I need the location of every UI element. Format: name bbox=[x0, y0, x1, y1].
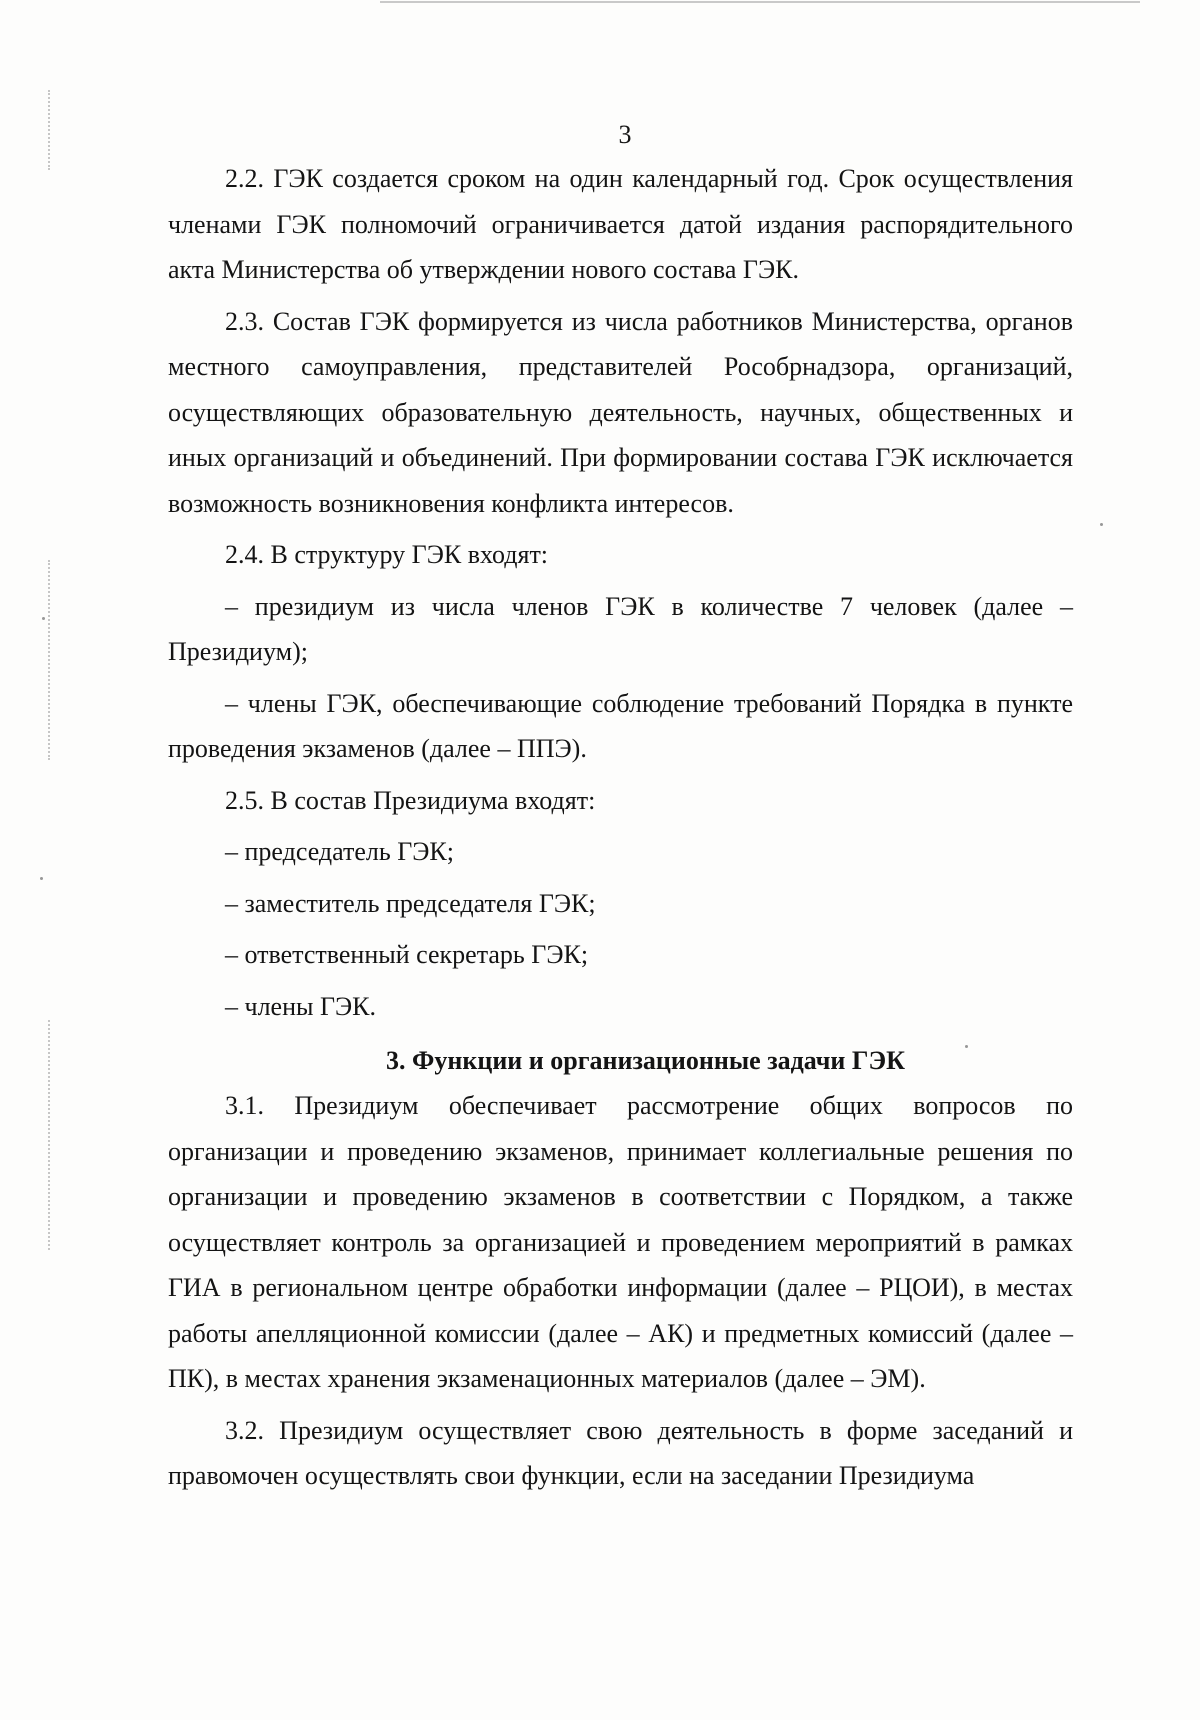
scan-margin-marks bbox=[48, 560, 64, 760]
list-item: – председатель ГЭК; bbox=[225, 837, 454, 866]
paragraph-3-1: 3.1. Президиум обеспечивает рассмотрение общих вопросов по организации и проведению экзаменов, принимает коллегиальные решения по организации и проведению экзаменов в соответствии с Порядком, а также осуществляет контроль за организацией и проведением мероприятий в рамках ГИА в региональном центре обработки информации (далее – РЦОИ), в местах работы апелляционной комиссии (далее – АК) и предметных комиссий (далее – ПК), в местах хранения экзаменационных материалов (далее – ЭМ). bbox=[168, 1091, 1073, 1393]
page-number: 3 bbox=[618, 120, 632, 149]
scan-edge-line bbox=[380, 1, 1140, 3]
list-item: – заместитель председателя ГЭК; bbox=[225, 888, 596, 918]
list-item-presidium: – президиум из числа членов ГЭК в количестве 7 человек (далее – Президиум); bbox=[168, 591, 1073, 666]
paragraph-2-2: 2.2. ГЭК создается сроком на один календарный год. Срок осуществления членами ГЭК полномочий ограничивается датой издания распорядительного акта Министерства об утверждении нового состава ГЭК. bbox=[168, 164, 1073, 284]
section-heading: 3. Функции и организационные задачи ГЭК bbox=[386, 1046, 905, 1075]
scan-speck bbox=[40, 877, 43, 880]
scan-speck bbox=[42, 617, 45, 620]
paragraph-3-2: 3.2. Президиум осуществляет свою деятельность в форме заседаний и правомочен осуществлять свои функции, если на заседании Президиума bbox=[168, 1415, 1073, 1490]
paragraph-2-3: 2.3. Состав ГЭК формируется из числа работников Министерства, органов местного самоуправления, представителей Рособрнадзора, организаций, осуществляющих образовательную деятельность, научных, общественных и иных организаций и объединений. При формировании состава ГЭК исключается возможность возникновения конфликта интересов. bbox=[168, 306, 1073, 518]
document-body bbox=[168, 156, 1073, 1499]
scan-speck bbox=[1100, 523, 1103, 526]
scan-margin-marks bbox=[48, 1020, 64, 1250]
list-item: – члены ГЭК. bbox=[225, 991, 377, 1021]
paragraph-2-5: 2.5. В состав Президиума входят: bbox=[225, 785, 596, 815]
list-item-members-ppe: – члены ГЭК, обеспечивающие соблюдение требований Порядка в пункте проведения экзаменов (далее – ППЭ). bbox=[168, 688, 1073, 763]
paragraph-2-4: 2.4. В структуру ГЭК входят: bbox=[225, 540, 549, 569]
list-item: – ответственный секретарь ГЭК; bbox=[225, 940, 589, 969]
